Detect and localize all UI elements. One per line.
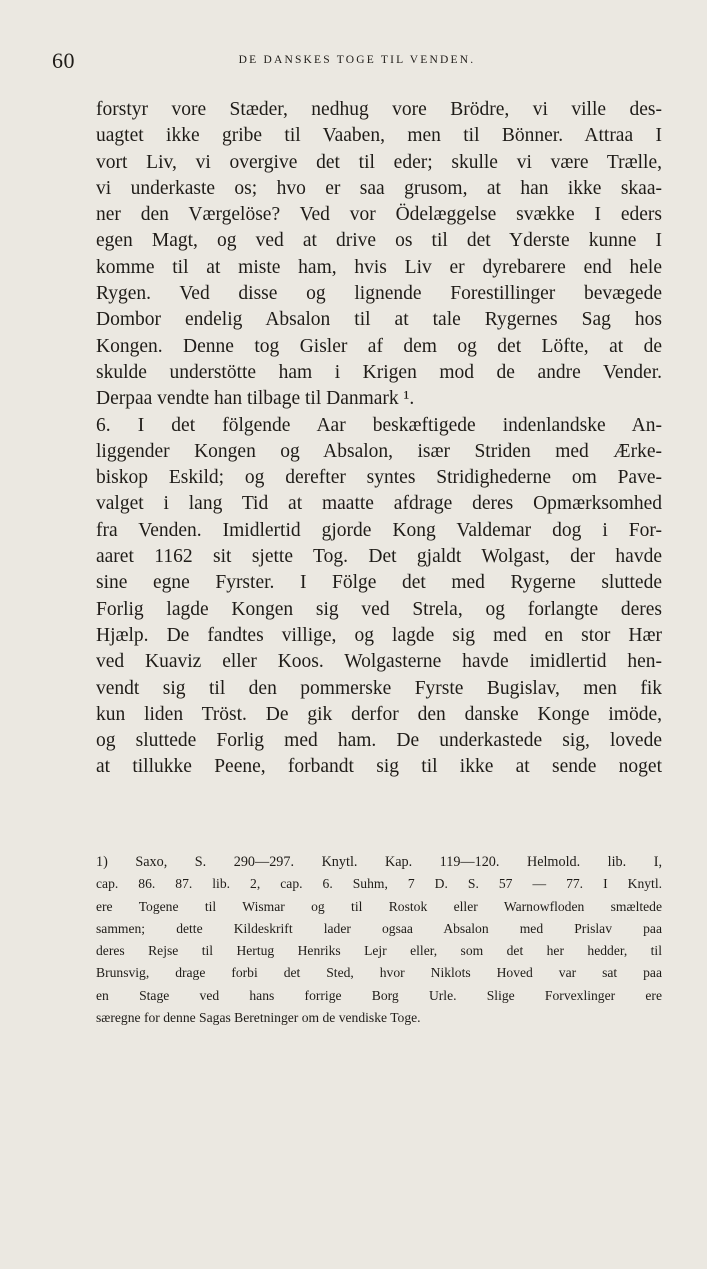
body-line: liggender Kongen og Absalon, især Striden med Ærke- <box>96 440 662 462</box>
footnote-line: særegne for denne Sagas Beretninger om de vendiske Toge. <box>96 1010 421 1026</box>
footnote-line: deres Rejse til Hertug Henriks Lejr eller, som det her hedder, til <box>96 943 662 959</box>
footnote-line: cap. 86. 87. lib. 2, cap. 6. Suhm, 7 D. S. 57 — 77. I Knytl. <box>96 876 662 892</box>
body-line: Rygen. Ved disse og lignende Forestillinger bevægede <box>96 283 662 305</box>
body-line: aaret 1162 sit sjette Tog. Det gjaldt Wolgast, der havde <box>96 546 662 568</box>
page-header <box>52 48 662 78</box>
body-line: at tillukke Peene, forbandt sig til ikke at sende noget <box>96 756 662 778</box>
body-line: kun liden Tröst. De gik derfor den danske Konge imöde, <box>96 703 662 725</box>
body-line: komme til at miste ham, hvis Liv er dyrebarere end hele <box>96 256 662 278</box>
body-line: Derpaa vendte han tilbage til Danmark ¹. <box>96 388 415 410</box>
body-line: Kongen. Denne tog Gisler af dem og det Löfte, at de <box>96 335 662 357</box>
body-line: uagtet ikke gribe til Vaaben, men til Bönner. Attraa I <box>96 125 662 147</box>
body-line: 6. I det fölgende Aar beskæftigede indenlandske An- <box>96 414 662 436</box>
page-number: 60 <box>52 48 75 73</box>
body-line: vendt sig til den pommerske Fyrste Bugislav, men fik <box>96 677 662 699</box>
body-text <box>96 97 662 781</box>
footnote-line: en Stage ved hans forrige Borg Urle. Slige Forvexlinger ere <box>96 987 662 1003</box>
body-line: fra Venden. Imidlertid gjorde Kong Valdemar dog i For- <box>96 519 662 541</box>
footnote-line: Brunsvig, drage forbi det Sted, hvor Niklots Hoved var sat paa <box>96 965 662 981</box>
footnote-line: ere Togene til Wismar og til Rostok eller Warnowfloden smæltede <box>96 898 662 914</box>
footnote-line: 1) Saxo, S. 290—297. Knytl. Kap. 119—120. Helmold. lib. I, <box>96 854 662 870</box>
body-line: sine egne Fyrster. I Fölge det med Rygerne sluttede <box>96 572 662 594</box>
body-line: ved Kuaviz eller Koos. Wolgasterne havde imidlertid hen- <box>96 651 662 673</box>
body-line: skulde understötte ham i Krigen mod de andre Vender. <box>96 361 662 383</box>
body-line: biskop Eskild; og derefter syntes Stridighederne om Pave- <box>96 467 662 489</box>
body-line: Forlig lagde Kongen sig ved Strela, og forlangte deres <box>96 598 662 620</box>
body-line: Hjælp. De fandtes villige, og lagde sig med en stor Hær <box>96 624 662 646</box>
body-line: og sluttede Forlig med ham. De underkastede sig, lovede <box>96 730 662 752</box>
body-line: egen Magt, og ved at drive os til det Yderste kunne I <box>96 230 662 252</box>
body-line: valget i lang Tid at maatte afdrage deres Opmærksomhed <box>96 493 662 515</box>
body-line: ner den Værgelöse? Ved vor Ödelæggelse svække I eders <box>96 204 662 226</box>
footnotes <box>96 851 662 1029</box>
footnote-line: sammen; dette Kildeskrift lader ogsaa Absalon med Prislav paa <box>96 920 662 936</box>
body-line: vi underkaste os; hvo er saa grusom, at han ikke skaa- <box>96 177 662 199</box>
body-line: forstyr vore Stæder, nedhug vore Brödre, vi ville des- <box>96 99 662 120</box>
body-line: vort Liv, vi overgive det til eder; skulle vi være Trælle, <box>96 151 662 173</box>
body-line: Dombor endelig Absalon til at tale Rygernes Sag hos <box>96 309 662 331</box>
running-title: DE DANSKES TOGE TIL VENDEN. <box>238 54 476 66</box>
